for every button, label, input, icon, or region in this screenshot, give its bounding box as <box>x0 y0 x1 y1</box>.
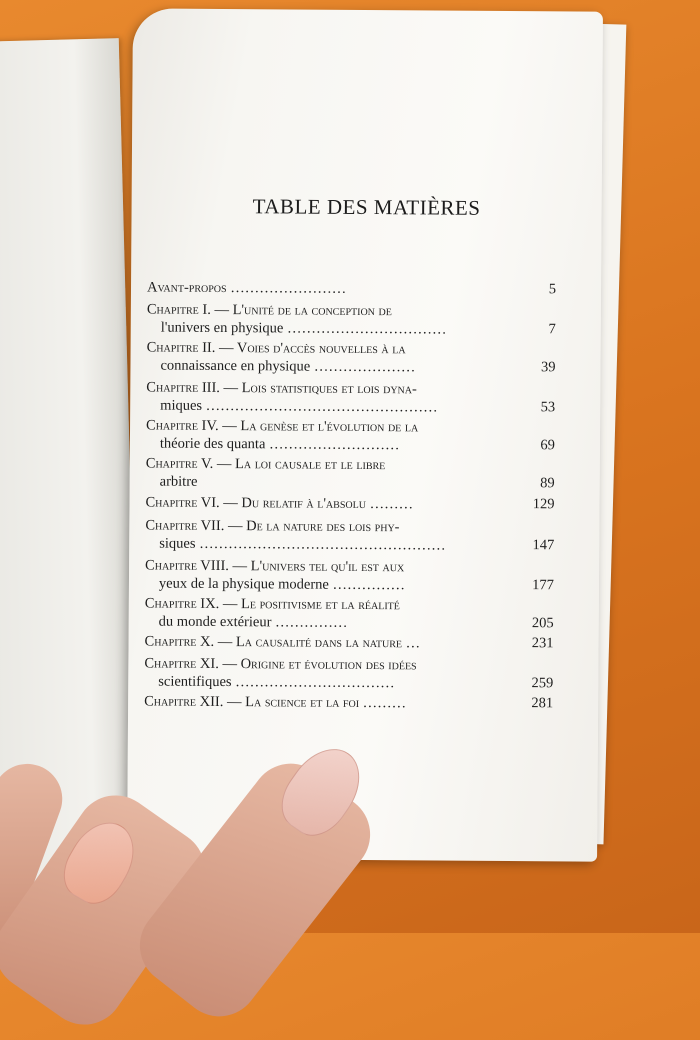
toc-page-number: 281 <box>531 695 554 712</box>
toc-page-number: 129 <box>532 496 555 513</box>
toc-page-number: 231 <box>531 635 554 652</box>
toc-page-number: 147 <box>532 537 555 554</box>
toc-entry-continuation: connaissance en physique ………………… <box>160 357 416 376</box>
toc-page-number: 69 <box>540 437 555 454</box>
leader-dots: …………… <box>271 614 348 631</box>
toc-entry-title: Chapitre II. — Voies d'accès nouvelles à la <box>146 339 406 358</box>
toc-entry-title: Chapitre I. — L'unité de la conception de <box>146 301 392 320</box>
leader-dots: ……… <box>365 496 414 513</box>
leader-dots: …………………… <box>226 280 347 297</box>
toc-entry <box>145 594 525 633</box>
toc-entry <box>145 493 525 514</box>
toc-entry-title: Chapitre IV. — La genèse et l'évolution de la <box>146 417 419 436</box>
toc-entry-title: Chapitre V. — La loi causale et le libre <box>145 455 386 474</box>
leader-dots: … <box>401 635 421 652</box>
page-title: TABLE DES MATIÈRES <box>252 194 481 220</box>
toc-entry-title: Chapitre VIII. — L'univers tel qu'il est aux <box>145 557 405 576</box>
toc-entry-continuation: yeux de la physique moderne …………… <box>158 575 406 594</box>
toc-entry <box>147 300 527 339</box>
toc-entry <box>146 338 526 377</box>
toc-entry-continuation: du monde extérieur …………… <box>158 613 348 631</box>
toc-entry <box>144 692 524 713</box>
toc-entry-title: Chapitre XI. — Origine et évolution des idées <box>144 655 417 674</box>
toc-entry-continuation: scientifiques …………………………… <box>158 673 395 692</box>
toc-page-number: 7 <box>548 321 556 338</box>
toc-page-number: 259 <box>531 675 554 692</box>
toc-entry <box>146 454 526 493</box>
leader-dots: …………………………… <box>283 320 447 338</box>
toc-entry <box>147 278 527 299</box>
leader-dots: ……… <box>359 694 407 712</box>
leader-dots: …………… <box>328 576 406 594</box>
toc-entry-title: Chapitre VI. — Du relatif à l'absolu ……… <box>145 494 414 513</box>
leader-dots: ………………………………………… <box>202 397 438 416</box>
toc-entry-title: Chapitre X. — La causalité dans la nature … <box>144 633 421 652</box>
toc-entry-continuation: miques ………………………………………… <box>160 397 438 416</box>
toc-entry-continuation: siques …………………………………………… <box>159 535 446 554</box>
toc-entry-continuation: arbitre <box>159 473 198 490</box>
toc-entry <box>145 516 525 555</box>
toc-page-number: 5 <box>548 281 557 298</box>
toc-page-number: 53 <box>540 399 556 416</box>
toc-entry-title: Chapitre III. — Lois statistiques et lois dyna- <box>146 379 417 398</box>
toc-page-number: 39 <box>540 359 556 376</box>
left-page-bleed-text <box>50 78 120 80</box>
toc-entry-title: Chapitre VII. — De la nature des lois phy- <box>145 517 400 536</box>
toc-entry-continuation: théorie des quanta ……………………… <box>159 435 400 454</box>
leader-dots: ……………………… <box>265 436 400 454</box>
leader-dots: …………………………… <box>231 674 395 692</box>
toc-entry <box>145 556 525 595</box>
toc-page-number: 89 <box>540 475 555 492</box>
toc-entry <box>144 654 524 693</box>
toc-entry-title: Chapitre IX. — Le positivisme et la réalité <box>144 595 400 614</box>
book-page <box>127 8 603 861</box>
toc-entry <box>146 378 526 417</box>
toc-entry-continuation: l'univers en physique …………………………… <box>160 319 447 338</box>
toc-entry-title: Chapitre XII. — La science et la foi ……… <box>144 693 407 712</box>
leader-dots: …………………………………………… <box>195 535 446 554</box>
leader-dots: ………………… <box>310 358 416 376</box>
toc-page-number: 205 <box>531 615 554 632</box>
toc-entry <box>146 416 526 455</box>
toc-entry <box>144 632 524 653</box>
toc-entry-title: Avant-propos …………………… <box>146 279 347 297</box>
toc-page-number: 177 <box>532 577 555 594</box>
